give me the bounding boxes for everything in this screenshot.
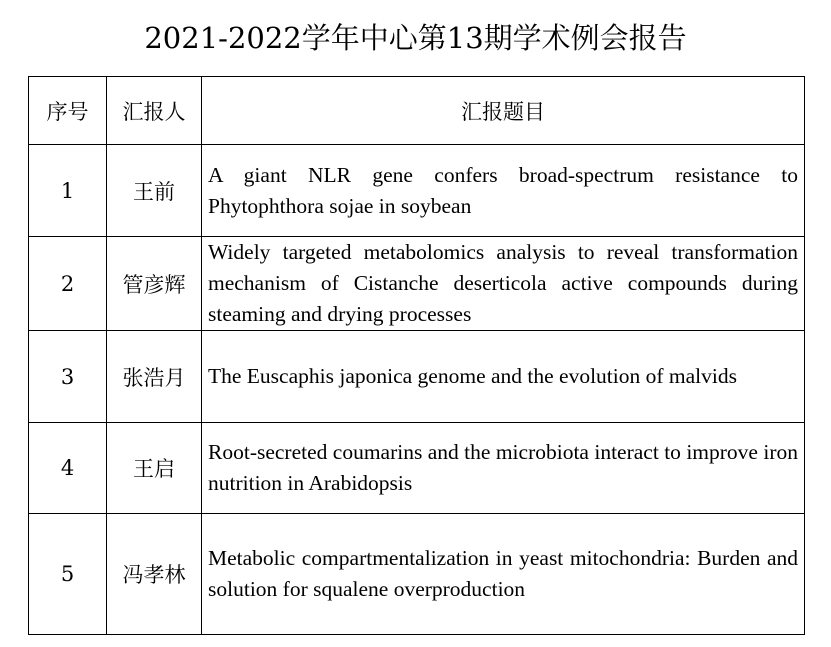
row-topic: Root-secreted coumarins and the microbiota interact to improve iron nutrition in Arabidopsis xyxy=(202,423,805,514)
row-no: 1 xyxy=(29,145,107,237)
report-table xyxy=(28,76,805,635)
row-no: 3 xyxy=(29,331,107,423)
table-row xyxy=(29,331,805,423)
row-reporter: 王启 xyxy=(107,423,202,514)
header-topic: 汇报题目 xyxy=(202,77,805,145)
table-row xyxy=(29,145,805,237)
row-reporter: 冯孝林 xyxy=(107,514,202,635)
row-topic: A giant NLR gene confers broad-spectrum resistance to Phytophthora sojae in soybean xyxy=(202,145,805,237)
table-row xyxy=(29,423,805,514)
row-topic: Metabolic compartmentalization in yeast mitochondria: Burden and solution for squalene overproduction xyxy=(202,514,805,635)
row-reporter: 王前 xyxy=(107,145,202,237)
row-no: 5 xyxy=(29,514,107,635)
header-reporter: 汇报人 xyxy=(107,77,202,145)
row-no: 4 xyxy=(29,423,107,514)
row-reporter: 张浩月 xyxy=(107,331,202,423)
table-header-row xyxy=(29,77,805,145)
row-no: 2 xyxy=(29,237,107,331)
header-no: 序号 xyxy=(29,77,107,145)
row-reporter: 管彦辉 xyxy=(107,237,202,331)
table-row xyxy=(29,514,805,635)
row-topic: Widely targeted metabolomics analysis to reveal transformation mechanism of Cistanche deserticola active compounds during steaming and drying processes xyxy=(202,237,805,331)
row-topic: The Euscaphis japonica genome and the evolution of malvids xyxy=(202,331,805,423)
table-row xyxy=(29,237,805,331)
page-title: 2021-2022学年中心第13期学术例会报告 xyxy=(144,21,687,55)
